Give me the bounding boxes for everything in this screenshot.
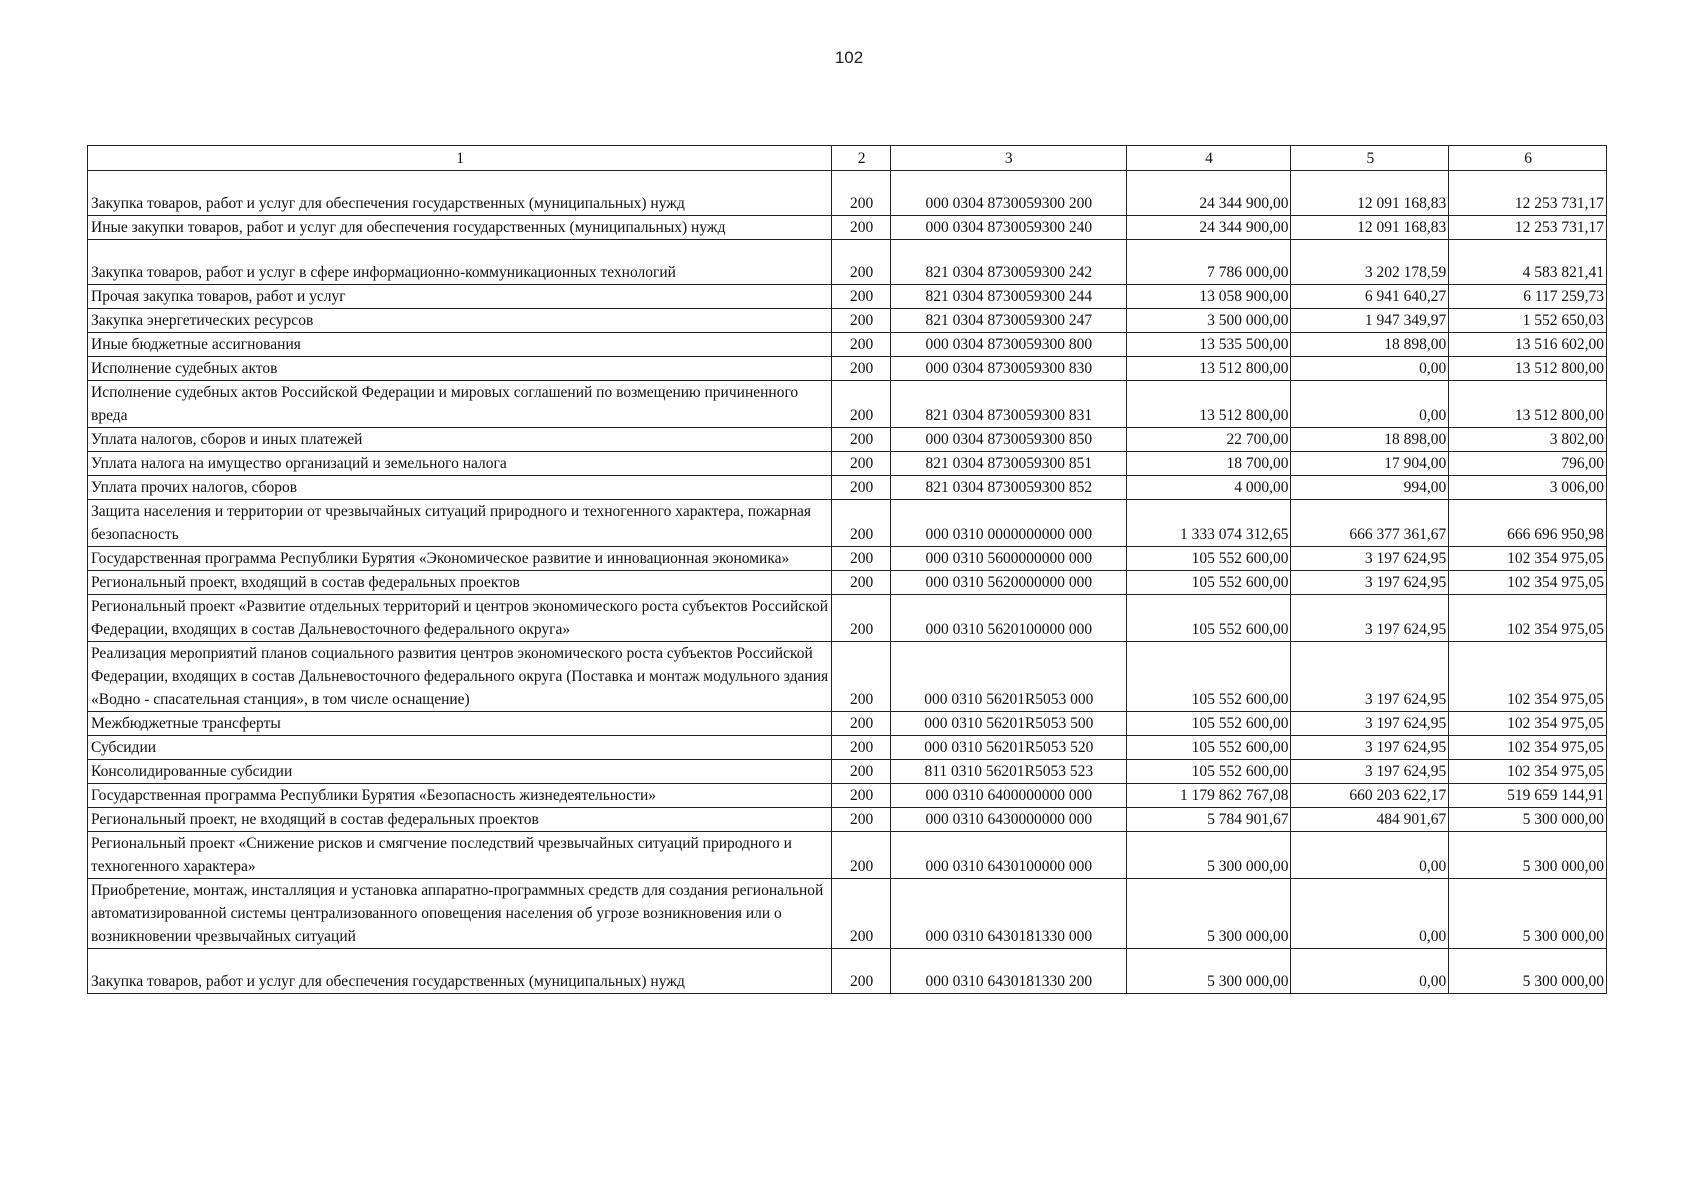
cell-amount-executed: 666 377 361,67: [1291, 500, 1449, 547]
cell-description: Закупка товаров, работ и услуг для обеспечения государственных (муниципальных) нужд: [88, 949, 832, 994]
cell-amount-remaining: 102 354 975,05: [1449, 571, 1607, 595]
cell-amount-executed: 3 197 624,95: [1291, 595, 1449, 642]
cell-description: Исполнение судебных актов Российской Федерации и мировых соглашений по возмещению причиненного вреда: [88, 381, 832, 428]
table-header: [88, 146, 1607, 171]
cell-code: 200: [832, 808, 891, 832]
cell-amount-remaining: 12 253 731,17: [1449, 216, 1607, 240]
cell-description: Прочая закупка товаров, работ и услуг: [88, 285, 832, 309]
cell-budget-classification: 000 0310 56201R5053 520: [890, 736, 1126, 760]
table-row: [88, 595, 1607, 642]
cell-amount-approved: 3 500 000,00: [1126, 309, 1291, 333]
table-row: [88, 171, 1607, 216]
cell-budget-classification: 000 0310 6430181330 200: [890, 949, 1126, 994]
cell-description: Исполнение судебных актов: [88, 357, 832, 381]
cell-amount-remaining: 102 354 975,05: [1449, 712, 1607, 736]
table-row: [88, 879, 1607, 949]
cell-budget-classification: 000 0310 6430100000 000: [890, 832, 1126, 879]
table-row: [88, 712, 1607, 736]
table-row: [88, 216, 1607, 240]
cell-budget-classification: 000 0310 5620000000 000: [890, 571, 1126, 595]
cell-budget-classification: 000 0304 8730059300 850: [890, 428, 1126, 452]
cell-description: Межбюджетные трансферты: [88, 712, 832, 736]
cell-amount-remaining: 102 354 975,05: [1449, 595, 1607, 642]
cell-description: Уплата прочих налогов, сборов: [88, 476, 832, 500]
cell-amount-executed: 12 091 168,83: [1291, 216, 1449, 240]
cell-amount-approved: 24 344 900,00: [1126, 216, 1291, 240]
cell-amount-executed: 0,00: [1291, 381, 1449, 428]
cell-amount-executed: 0,00: [1291, 357, 1449, 381]
column-header-6: 6: [1449, 146, 1607, 171]
cell-description: Региональный проект, входящий в состав федеральных проектов: [88, 571, 832, 595]
cell-budget-classification: 000 0310 6430000000 000: [890, 808, 1126, 832]
cell-amount-approved: 5 300 000,00: [1126, 832, 1291, 879]
cell-code: 200: [832, 949, 891, 994]
cell-amount-approved: 5 300 000,00: [1126, 879, 1291, 949]
cell-budget-classification: 811 0310 56201R5053 523: [890, 760, 1126, 784]
cell-amount-approved: 105 552 600,00: [1126, 547, 1291, 571]
cell-amount-executed: 1 947 349,97: [1291, 309, 1449, 333]
table-row: [88, 357, 1607, 381]
cell-code: 200: [832, 240, 891, 285]
cell-budget-classification: 000 0310 6430181330 000: [890, 879, 1126, 949]
table-row: [88, 547, 1607, 571]
cell-amount-executed: 3 197 624,95: [1291, 642, 1449, 712]
cell-amount-executed: 660 203 622,17: [1291, 784, 1449, 808]
table-row: [88, 832, 1607, 879]
cell-amount-approved: 105 552 600,00: [1126, 595, 1291, 642]
cell-description: Закупка товаров, работ и услуг в сфере информационно-коммуникационных технологий: [88, 240, 832, 285]
cell-description: Региональный проект «Снижение рисков и смягчение последствий чрезвычайных ситуаций природного и техногенного характера»: [88, 832, 832, 879]
column-header-2: 2: [832, 146, 891, 171]
cell-description: Субсидии: [88, 736, 832, 760]
cell-code: 200: [832, 712, 891, 736]
cell-amount-remaining: 5 300 000,00: [1449, 879, 1607, 949]
cell-description: Государственная программа Республики Бурятия «Безопасность жизнедеятельности»: [88, 784, 832, 808]
cell-description: Государственная программа Республики Бурятия «Экономическое развитие и инновационная экономика»: [88, 547, 832, 571]
cell-amount-approved: 1 179 862 767,08: [1126, 784, 1291, 808]
cell-budget-classification: 000 0310 5600000000 000: [890, 547, 1126, 571]
cell-amount-executed: 0,00: [1291, 949, 1449, 994]
cell-amount-approved: 18 700,00: [1126, 452, 1291, 476]
cell-description: Уплата налогов, сборов и иных платежей: [88, 428, 832, 452]
cell-amount-approved: 105 552 600,00: [1126, 642, 1291, 712]
table-row: [88, 240, 1607, 285]
cell-budget-classification: 000 0304 8730059300 240: [890, 216, 1126, 240]
table-row: [88, 642, 1607, 712]
cell-amount-approved: 5 784 901,67: [1126, 808, 1291, 832]
cell-amount-remaining: 102 354 975,05: [1449, 760, 1607, 784]
cell-amount-approved: 7 786 000,00: [1126, 240, 1291, 285]
column-header-5: 5: [1291, 146, 1449, 171]
table-row: [88, 381, 1607, 428]
cell-amount-approved: 22 700,00: [1126, 428, 1291, 452]
cell-amount-remaining: 13 516 602,00: [1449, 333, 1607, 357]
cell-amount-approved: 24 344 900,00: [1126, 171, 1291, 216]
cell-code: 200: [832, 333, 891, 357]
cell-amount-remaining: 3 802,00: [1449, 428, 1607, 452]
cell-amount-remaining: 5 300 000,00: [1449, 832, 1607, 879]
table-row: [88, 808, 1607, 832]
cell-budget-classification: 000 0310 5620100000 000: [890, 595, 1126, 642]
cell-code: 200: [832, 500, 891, 547]
cell-budget-classification: 000 0304 8730059300 830: [890, 357, 1126, 381]
cell-code: 200: [832, 642, 891, 712]
cell-code: 200: [832, 547, 891, 571]
cell-amount-remaining: 666 696 950,98: [1449, 500, 1607, 547]
cell-amount-remaining: 4 583 821,41: [1449, 240, 1607, 285]
cell-amount-executed: 18 898,00: [1291, 428, 1449, 452]
cell-code: 200: [832, 784, 891, 808]
table-row: [88, 476, 1607, 500]
table-row: [88, 452, 1607, 476]
cell-budget-classification: 821 0304 8730059300 244: [890, 285, 1126, 309]
cell-budget-classification: 000 0310 6400000000 000: [890, 784, 1126, 808]
cell-amount-approved: 105 552 600,00: [1126, 571, 1291, 595]
cell-code: 200: [832, 357, 891, 381]
cell-amount-remaining: 1 552 650,03: [1449, 309, 1607, 333]
cell-amount-remaining: 102 354 975,05: [1449, 736, 1607, 760]
cell-code: 200: [832, 452, 891, 476]
header-row: [88, 146, 1607, 171]
cell-amount-executed: 6 941 640,27: [1291, 285, 1449, 309]
cell-budget-classification: 000 0304 8730059300 200: [890, 171, 1126, 216]
cell-amount-executed: 3 202 178,59: [1291, 240, 1449, 285]
cell-budget-classification: 000 0304 8730059300 800: [890, 333, 1126, 357]
cell-description: Консолидированные субсидии: [88, 760, 832, 784]
cell-description: Региональный проект «Развитие отдельных территорий и центров экономического роста субъектов Российской Федерации, входящих в состав Дальневосточного федерального округа»: [88, 595, 832, 642]
table-row: [88, 285, 1607, 309]
cell-amount-executed: 3 197 624,95: [1291, 760, 1449, 784]
cell-description: Региональный проект, не входящий в состав федеральных проектов: [88, 808, 832, 832]
cell-code: 200: [832, 879, 891, 949]
cell-description: Приобретение, монтаж, инсталляция и установка аппаратно-программных средств для создания региональной автоматизированной системы централизованного оповещения населения об угрозе возникновения или о возникновении чрезвычайных ситуаций: [88, 879, 832, 949]
cell-description: Реализация мероприятий планов социального развития центров экономического роста субъектов Российской Федерации, входящих в состав Дальневосточного федерального округа (Поставка и монтаж модульного здания «Водно - спасательная станция», в том числе оснащение): [88, 642, 832, 712]
cell-amount-executed: 18 898,00: [1291, 333, 1449, 357]
cell-amount-remaining: 102 354 975,05: [1449, 547, 1607, 571]
cell-amount-remaining: 5 300 000,00: [1449, 808, 1607, 832]
cell-amount-executed: 3 197 624,95: [1291, 571, 1449, 595]
table-row: [88, 949, 1607, 994]
cell-budget-classification: 000 0310 56201R5053 000: [890, 642, 1126, 712]
cell-code: 200: [832, 760, 891, 784]
cell-amount-executed: 0,00: [1291, 832, 1449, 879]
cell-amount-remaining: 13 512 800,00: [1449, 381, 1607, 428]
cell-code: 200: [832, 428, 891, 452]
table-row: [88, 784, 1607, 808]
cell-budget-classification: 821 0304 8730059300 852: [890, 476, 1126, 500]
table-row: [88, 760, 1607, 784]
page-number: 102: [834, 48, 864, 67]
cell-code: 200: [832, 285, 891, 309]
cell-code: 200: [832, 832, 891, 879]
table-row: [88, 736, 1607, 760]
cell-amount-remaining: 102 354 975,05: [1449, 642, 1607, 712]
cell-amount-approved: 105 552 600,00: [1126, 760, 1291, 784]
cell-budget-classification: 821 0304 8730059300 242: [890, 240, 1126, 285]
table-row: [88, 500, 1607, 547]
cell-amount-remaining: 6 117 259,73: [1449, 285, 1607, 309]
cell-amount-executed: 0,00: [1291, 879, 1449, 949]
cell-amount-executed: 994,00: [1291, 476, 1449, 500]
cell-code: 200: [832, 736, 891, 760]
cell-code: 200: [832, 216, 891, 240]
cell-budget-classification: 821 0304 8730059300 831: [890, 381, 1126, 428]
cell-amount-executed: 3 197 624,95: [1291, 736, 1449, 760]
column-header-3: 3: [890, 146, 1126, 171]
table-row: [88, 428, 1607, 452]
cell-code: 200: [832, 171, 891, 216]
cell-amount-remaining: 13 512 800,00: [1449, 357, 1607, 381]
cell-code: 200: [832, 476, 891, 500]
cell-amount-approved: 4 000,00: [1126, 476, 1291, 500]
cell-amount-executed: 3 197 624,95: [1291, 547, 1449, 571]
cell-code: 200: [832, 571, 891, 595]
cell-amount-approved: 13 058 900,00: [1126, 285, 1291, 309]
table-row: [88, 333, 1607, 357]
cell-amount-approved: 105 552 600,00: [1126, 736, 1291, 760]
cell-amount-approved: 105 552 600,00: [1126, 712, 1291, 736]
table-row: [88, 309, 1607, 333]
cell-budget-classification: 000 0310 56201R5053 500: [890, 712, 1126, 736]
cell-description: Уплата налога на имущество организаций и земельного налога: [88, 452, 832, 476]
cell-amount-executed: 484 901,67: [1291, 808, 1449, 832]
cell-description: Закупка энергетических ресурсов: [88, 309, 832, 333]
cell-code: 200: [832, 595, 891, 642]
cell-amount-remaining: 796,00: [1449, 452, 1607, 476]
cell-amount-executed: 17 904,00: [1291, 452, 1449, 476]
cell-budget-classification: 821 0304 8730059300 851: [890, 452, 1126, 476]
cell-amount-approved: 13 512 800,00: [1126, 357, 1291, 381]
column-header-1: 1: [88, 146, 832, 171]
cell-amount-approved: 1 333 074 312,65: [1126, 500, 1291, 547]
cell-amount-approved: 13 512 800,00: [1126, 381, 1291, 428]
cell-amount-executed: 12 091 168,83: [1291, 171, 1449, 216]
cell-amount-executed: 3 197 624,95: [1291, 712, 1449, 736]
cell-budget-classification: 821 0304 8730059300 247: [890, 309, 1126, 333]
cell-amount-approved: 13 535 500,00: [1126, 333, 1291, 357]
table-row: [88, 571, 1607, 595]
cell-amount-remaining: 3 006,00: [1449, 476, 1607, 500]
cell-description: Иные закупки товаров, работ и услуг для обеспечения государственных (муниципальных) нужд: [88, 216, 832, 240]
cell-description: Защита населения и территории от чрезвычайных ситуаций природного и техногенного характера, пожарная безопасность: [88, 500, 832, 547]
cell-amount-remaining: 5 300 000,00: [1449, 949, 1607, 994]
cell-amount-remaining: 519 659 144,91: [1449, 784, 1607, 808]
cell-amount-approved: 5 300 000,00: [1126, 949, 1291, 994]
cell-code: 200: [832, 309, 891, 333]
cell-description: Иные бюджетные ассигнования: [88, 333, 832, 357]
budget-table: [87, 145, 1607, 994]
column-header-4: 4: [1126, 146, 1291, 171]
cell-amount-remaining: 12 253 731,17: [1449, 171, 1607, 216]
table-body: [88, 171, 1607, 994]
cell-code: 200: [832, 381, 891, 428]
cell-description: Закупка товаров, работ и услуг для обеспечения государственных (муниципальных) нужд: [88, 171, 832, 216]
cell-budget-classification: 000 0310 0000000000 000: [890, 500, 1126, 547]
